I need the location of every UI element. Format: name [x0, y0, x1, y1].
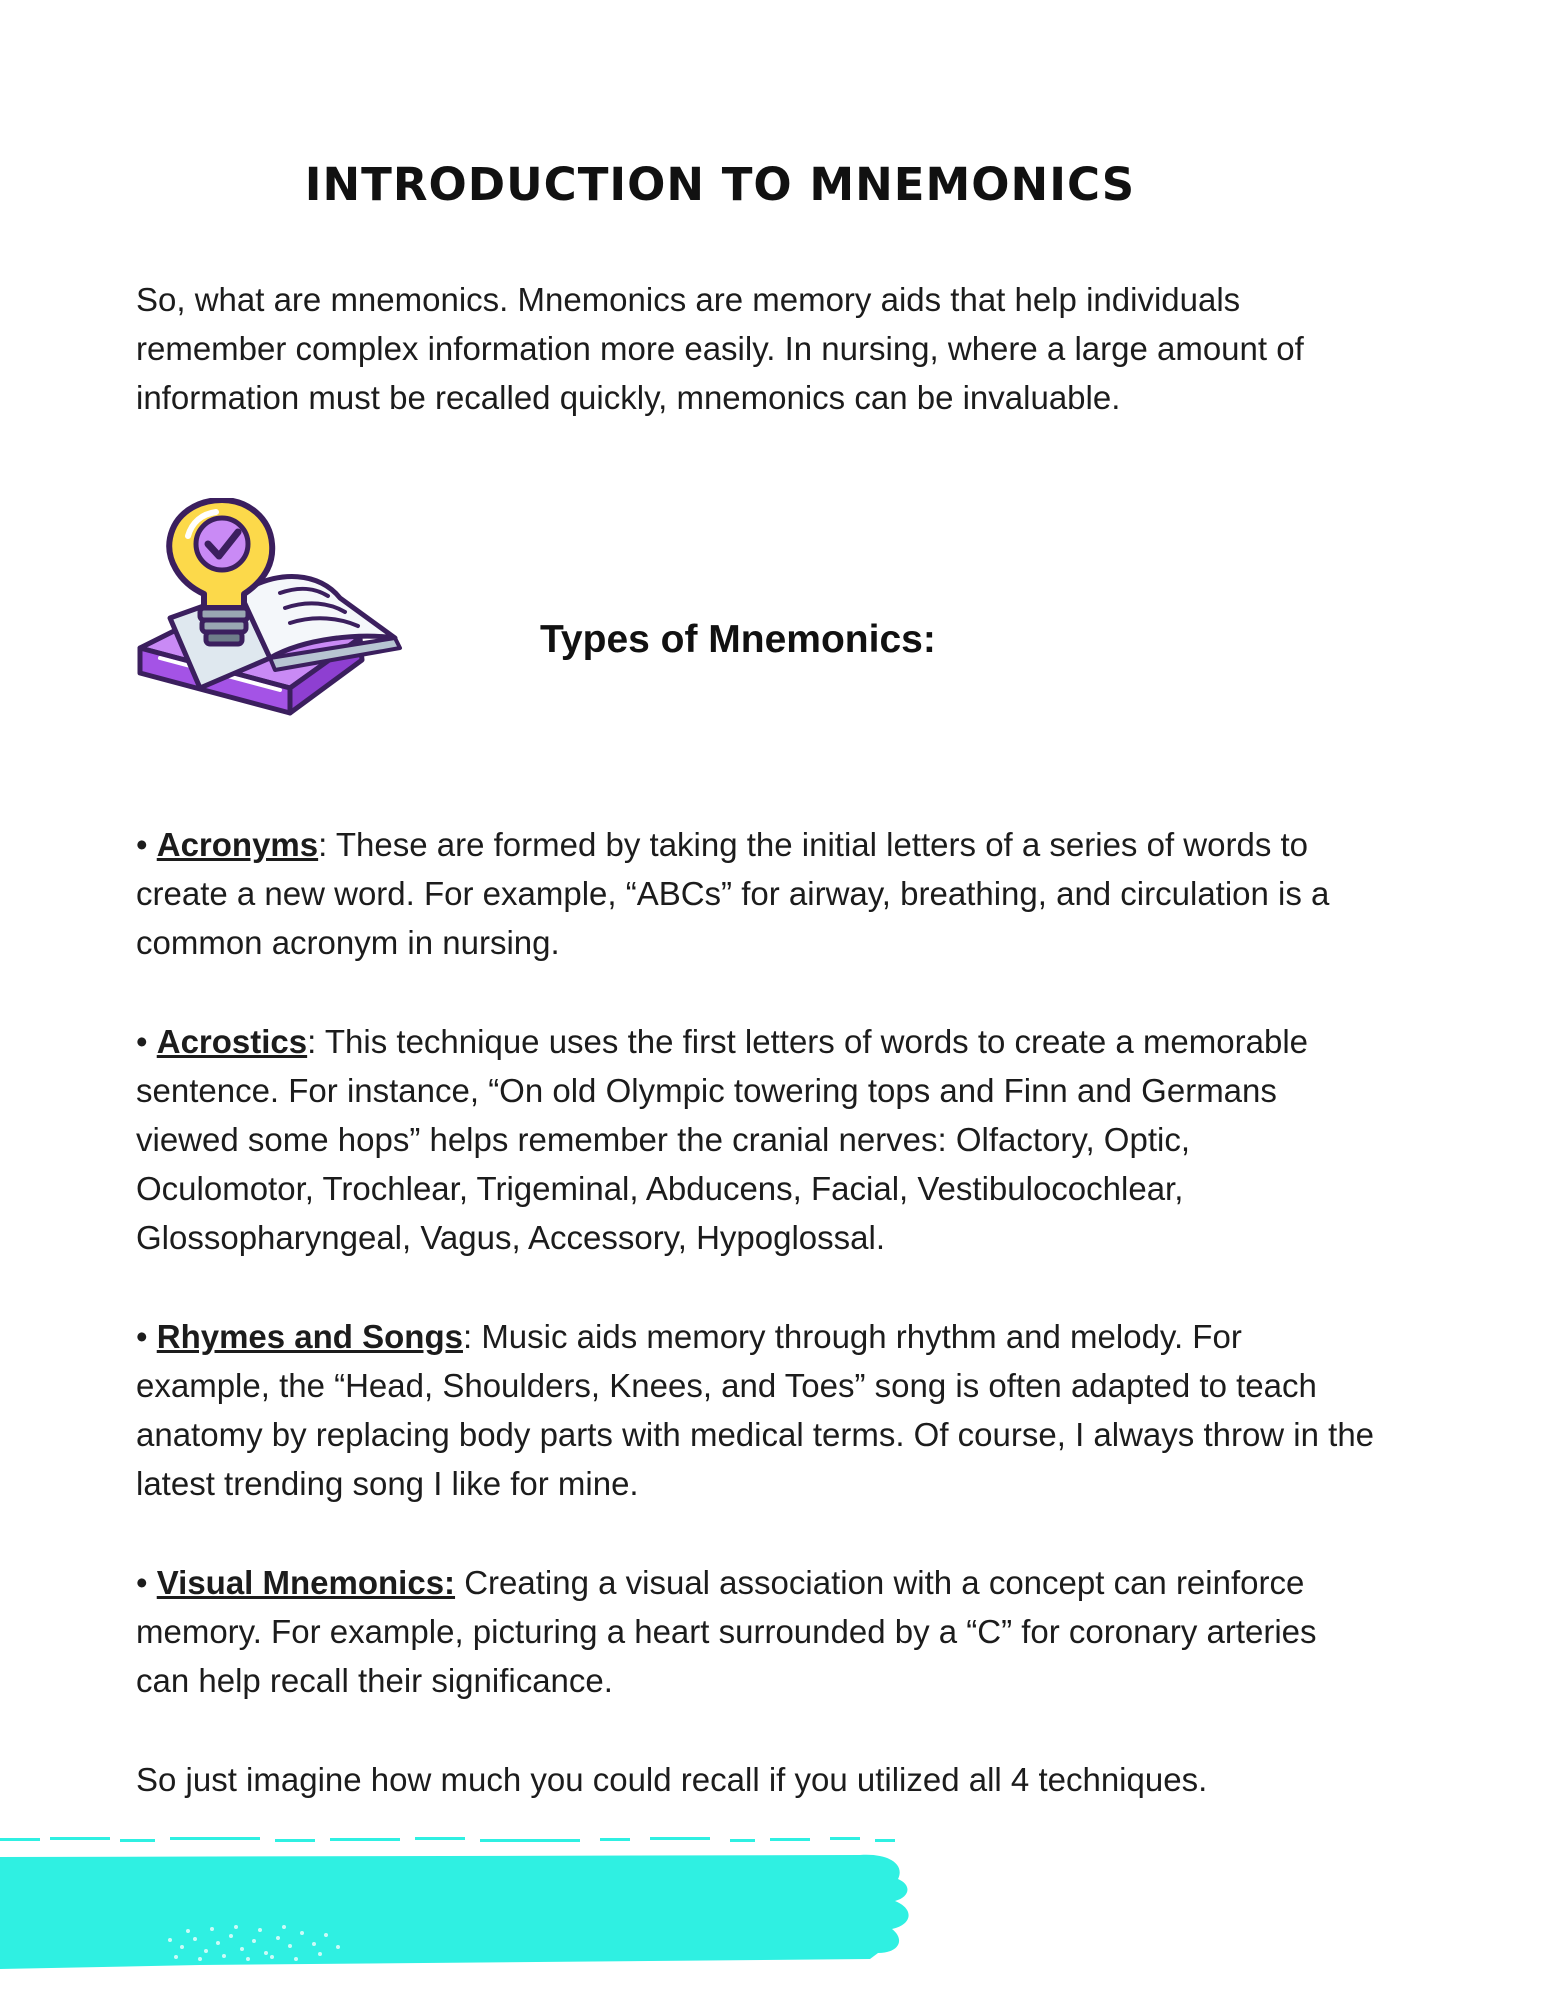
type-description: Music aids memory through rhythm and melody. For example, the “Head, Shoulders, Knees, and Toes” song is often adapted to teach anatomy by replacing body parts with medical terms. Of course, I always throw in the latest trending song I like for mine.	[136, 1318, 1375, 1502]
lightbulb-book-icon	[130, 498, 410, 778]
type-acrostics	[136, 1017, 1376, 1262]
type-description: These are formed by taking the initial letters of a series of words to create a new word. For example, “ABCs” for airway, breathing, and circulation is a common acronym in nursing.	[136, 826, 1330, 961]
types-heading: Types of Mnemonics:	[540, 618, 936, 661]
bullet: •	[136, 1023, 157, 1060]
page-title: INTRODUCTION TO MNEMONICS	[304, 158, 1136, 211]
type-visual-mnemonics	[136, 1558, 1376, 1705]
closing-paragraph: So just imagine how much you could recall if you utilized all 4 techniques.	[136, 1761, 1208, 1798]
separator: :	[462, 1318, 482, 1355]
type-rhymes-and-songs	[136, 1312, 1376, 1508]
bullet: •	[136, 1318, 157, 1355]
term-rhymes-and-songs: Rhymes and Songs	[156, 1318, 463, 1355]
teal-brush-stroke	[0, 1835, 930, 1975]
separator: :	[307, 1023, 325, 1060]
type-acronyms	[136, 820, 1376, 967]
type-description: This technique uses the first letters of words to create a memorable sentence. For instance, “On old Olympic towering tops and Finn and Germans viewed some hops” helps remember the cranial nerves: Olfactory, Optic, Oculomotor, Trochlear, Trigeminal, Abducens, Facial, Vestibulocochlear, Glossopharyngeal, Vagus, Accessory, Hypoglossal.	[136, 1023, 1309, 1256]
separator: :	[318, 826, 336, 863]
bullet: •	[136, 826, 157, 863]
bullet: •	[136, 1564, 157, 1601]
type-description: Creating a visual association with a concept can reinforce memory. For example, picturing a heart surrounded by a “C” for coronary arteries can help recall their significance.	[136, 1564, 1317, 1699]
term-acronyms: Acronyms	[156, 826, 319, 863]
separator	[455, 1564, 464, 1601]
term-acrostics: Acrostics	[156, 1023, 308, 1060]
term-visual-mnemonics: Visual Mnemonics:	[156, 1564, 456, 1601]
intro-paragraph: So, what are mnemonics. Mnemonics are memory aids that help individuals remember complex information more easily. In nursing, where a large amount of information must be recalled quickly, mnemonics can be invaluable.	[136, 281, 1304, 416]
